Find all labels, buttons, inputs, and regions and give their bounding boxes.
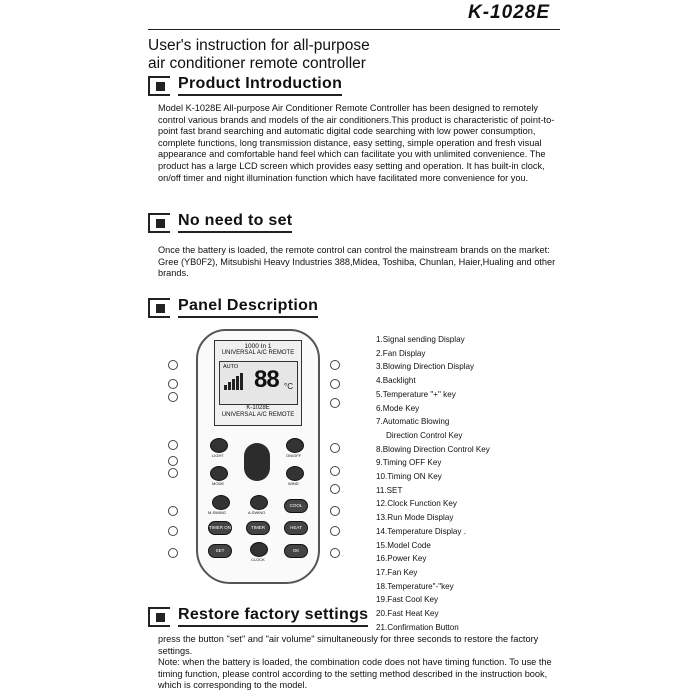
clock-label: CLOCK	[251, 557, 265, 562]
list-item: 17.Fan Key	[376, 567, 418, 577]
list-item: 11.SET	[376, 485, 403, 495]
callout-right	[330, 443, 340, 455]
list-item: 8.Blowing Direction Control Key	[376, 444, 490, 454]
callout-right	[330, 548, 340, 560]
callout-right	[330, 526, 340, 538]
section-marker-icon	[148, 76, 170, 96]
temperature-digits: 88	[254, 366, 279, 393]
list-item: 21.Confirmation Button	[376, 622, 459, 632]
callout-left	[168, 440, 178, 452]
light-label: LIGHT	[212, 453, 224, 458]
a-swing-label: A.SWING	[248, 510, 266, 515]
a-swing-button[interactable]	[250, 495, 268, 510]
m-swing-label: M.SWING	[208, 510, 226, 515]
section-marker-icon	[148, 607, 170, 627]
list-item: 18.Temperature"-"key	[376, 581, 454, 591]
set-button[interactable]: SET	[208, 544, 232, 558]
fan-bars-icon	[224, 373, 243, 390]
callout-right	[330, 506, 340, 518]
list-item: 4.Backlight	[376, 376, 416, 386]
callout-left	[168, 379, 178, 391]
section-marker-icon	[148, 213, 170, 233]
intro-paragraph	[158, 103, 568, 184]
list-item: 9.Timing OFF Key	[376, 458, 442, 468]
lcd-panel	[214, 340, 302, 426]
list-item: 5.Temperature "+" key	[376, 389, 456, 399]
power-button[interactable]	[286, 438, 304, 453]
restore-paragraph	[158, 634, 568, 692]
callout-right	[330, 398, 340, 410]
list-item: 6.Mode Key	[376, 403, 420, 413]
top-rule	[148, 29, 560, 30]
section-heading: No need to set	[178, 212, 292, 233]
title-line-2: air conditioner remote controller	[148, 55, 366, 72]
list-item: 10.Timing ON Key	[376, 472, 442, 482]
panel-key-list	[376, 333, 490, 634]
document-title	[148, 37, 370, 73]
list-item: 19.Fast Cool Key	[376, 595, 439, 605]
model-number: K-1028E	[468, 2, 550, 23]
list-item: 7.Automatic Blowing	[376, 417, 450, 427]
mode-label: MODE	[212, 481, 224, 486]
intro-text: Model K-1028E All-purpose Air Conditioner Remote Controller has been designed to remotely control various brands and models of the air conditioners.This product is characteristic of point-to-point fast brand searching and automatic digital code searching with low power consumption, complete functions, long transmission distance, easy setting, simple operation and fresh visual appearance and comfortable hand feel which can facilitate you with unlimited convenience. The product has a large LCD screen which provides easy setting and operation. It has built-in clock, on/off timer and night illumination function which have facilitated more convenience for you.	[158, 103, 555, 183]
wind-label: WIND	[288, 481, 299, 486]
callout-left	[168, 468, 178, 480]
noset-paragraph	[158, 245, 568, 280]
section-panel-description	[148, 297, 318, 318]
lcd-bottom-label: UNIVERSAL A/C REMOTE	[221, 412, 295, 418]
auto-indicator: AUTO	[223, 364, 239, 370]
callout-left	[168, 456, 178, 468]
wind-button[interactable]	[286, 466, 304, 481]
noset-text: Once the battery is loaded, the remote control can control the mainstream brands on the market: Gree (YB0F2), Mitsubishi Heavy Industries 388,Midea, Toshiba, Chunlan, Haier,Hualing and other brands.	[158, 245, 556, 279]
restore-text-1: press the button "set" and "air volume" simultaneously for three seconds to restore the factory settings.	[158, 634, 539, 656]
list-item: 2.Fan Display	[376, 348, 426, 358]
callout-right	[330, 484, 340, 496]
restore-text-2: Note: when the battery is loaded, the combination code does not have timing function. To use the timing function, please control according to the setting method described in the instruction book, which is corresponding to the model.	[158, 657, 552, 691]
m-swing-button[interactable]	[212, 495, 230, 510]
callout-left	[168, 548, 178, 560]
list-item: 12.Clock Function Key	[376, 499, 457, 509]
cool-button[interactable]: COOL	[284, 499, 308, 513]
lcd-screen	[219, 361, 298, 405]
heat-button[interactable]: HEAT	[284, 521, 308, 535]
timer-on-button[interactable]: TIMER ON	[208, 521, 232, 535]
timer-off-button[interactable]: TIMER OFF	[246, 521, 270, 535]
list-item: Direction Control Key	[386, 430, 463, 440]
list-item: 1.Signal sending Display	[376, 335, 465, 344]
mode-button[interactable]	[210, 466, 228, 481]
clock-button[interactable]	[250, 542, 268, 557]
section-heading: Restore factory settings	[178, 606, 368, 627]
callout-left	[168, 360, 178, 372]
callout-right	[330, 360, 340, 372]
callout-left	[168, 392, 178, 404]
callout-right	[330, 379, 340, 391]
section-marker-icon	[148, 298, 170, 318]
list-item: 3.Blowing Direction Display	[376, 362, 475, 372]
title-line-1: User's instruction for all-purpose	[148, 37, 370, 54]
remote-illustration	[196, 329, 320, 584]
callout-left	[168, 526, 178, 538]
light-button[interactable]	[210, 438, 228, 453]
section-heading: Panel Description	[178, 297, 318, 318]
list-item: 14.Temperature Display .	[376, 526, 466, 536]
callout-left	[168, 506, 178, 518]
section-heading: Product Introduction	[178, 75, 342, 96]
list-item: 13.Run Mode Display	[376, 513, 454, 523]
section-product-introduction	[148, 75, 342, 96]
lcd-sub-label: UNIVERSAL A/C REMOTE	[221, 350, 295, 356]
degree-unit: °C	[284, 382, 293, 391]
temperature-rocker[interactable]	[244, 443, 270, 481]
list-item: 15.Model Code	[376, 540, 431, 550]
list-item: 16.Power Key	[376, 554, 427, 564]
callout-right	[330, 466, 340, 478]
section-no-need-to-set	[148, 212, 292, 233]
power-label: ON/OFF	[286, 453, 302, 458]
ok-button[interactable]: OK	[284, 544, 308, 558]
section-restore-factory-settings	[148, 606, 368, 627]
lcd-model-label: K-1028E	[246, 405, 270, 411]
lcd-top-label: 1000 In 1	[244, 343, 272, 350]
list-item: 20.Fast Heat Key	[376, 609, 439, 619]
